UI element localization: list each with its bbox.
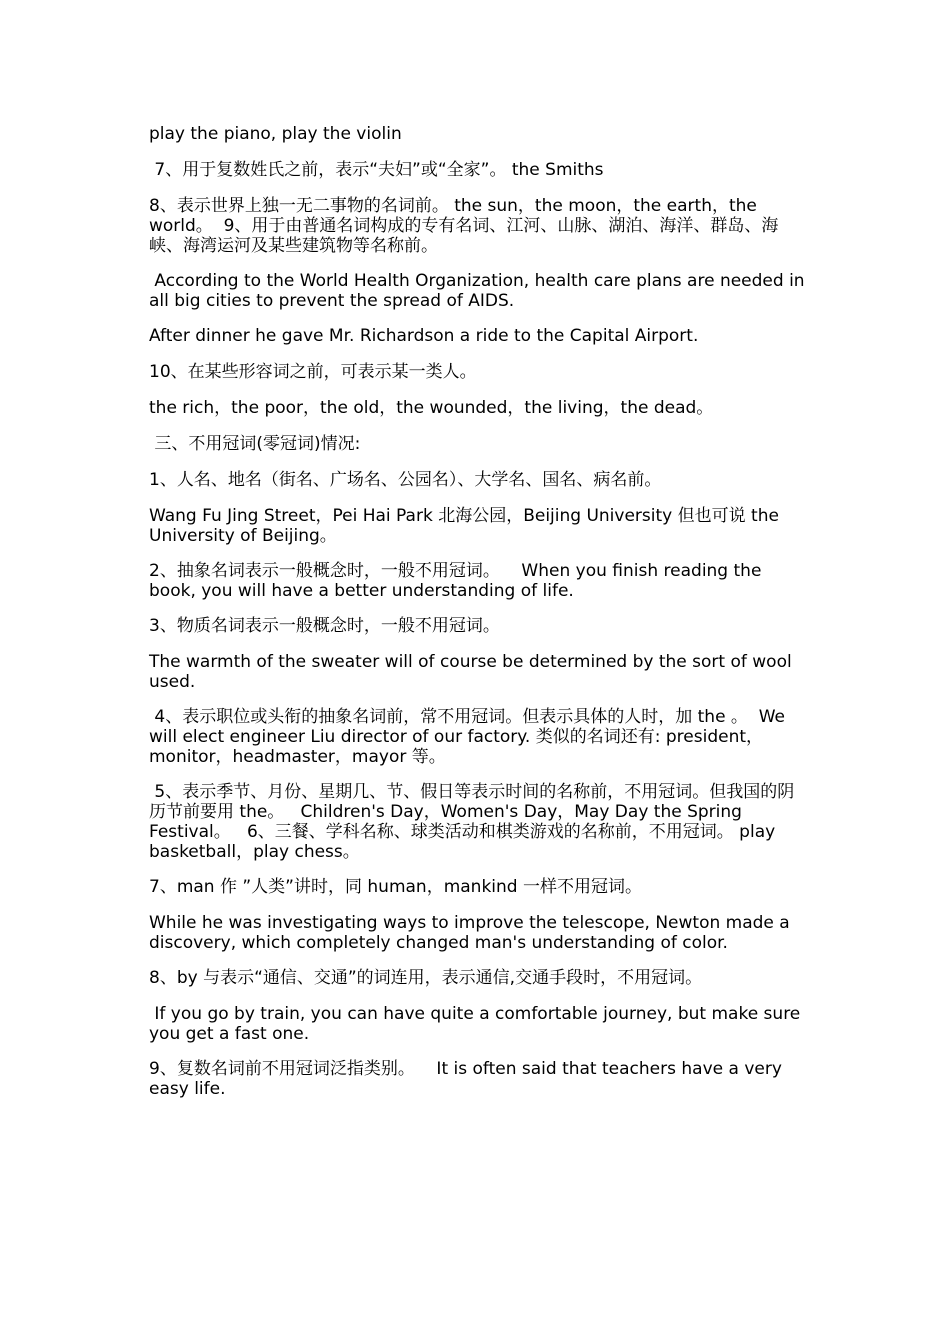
paragraph-16: 7、man 作 ”人类”讲时，同 human，mankind 一样不用冠词。 bbox=[149, 877, 642, 897]
paragraph-11: 2、抽象名词表示一般概念时，一般不用冠词。 When you finish reading the book, you will have a better understanding of life. bbox=[149, 561, 767, 601]
paragraph-4: According to the World Health Organization, health care plans are needed in all big cities to prevent the spread of AIDS. bbox=[149, 271, 810, 311]
paragraph-10: Wang Fu Jing Street，Pei Hai Park 北海公园，Beijing University 但也可说 the University of Beijing。 bbox=[149, 506, 785, 546]
paragraph-20: 9、复数名词前不用冠词泛指类别。 It is often said that teachers have a very easy life. bbox=[149, 1059, 788, 1099]
document-page bbox=[149, 124, 809, 1114]
paragraph-2: 7、用于复数姓氏之前，表示“夫妇”或“全家”。 the Smiths bbox=[149, 160, 604, 180]
paragraph-9: 1、人名、地名（街名、广场名、公园名）、大学名、国名、病名前。 bbox=[149, 470, 662, 490]
paragraph-7: the rich，the poor，the old，the wounded，the living，the dead。 bbox=[149, 398, 714, 418]
paragraph-1: play the piano, play the violin bbox=[149, 124, 402, 144]
paragraph-19: If you go by train, you can have quite a comfortable journey, but make sure you get a fast one. bbox=[149, 1004, 806, 1044]
paragraph-6: 10、在某些形容词之前，可表示某一类人。 bbox=[149, 362, 477, 382]
paragraph-18: 8、by 与表示“通信、交通”的词连用，表示通信,交通手段时，不用冠词。 bbox=[149, 968, 703, 988]
paragraph-14: 4、表示职位或头衔的抽象名词前，常不用冠词。但表示具体的人时，加 the 。 We will elect engineer Liu director of our factory. 类似的名词还有: president，monitor，headmaster，mayor 等。 bbox=[149, 707, 791, 767]
paragraph-13: The warmth of the sweater will of course be determined by the sort of wool used. bbox=[149, 652, 798, 692]
paragraph-3: 8、表示世界上独一无二事物的名词前。 the sun，the moon，the earth，the world。 9、用于由普通名词构成的专有名词、江河、山脉、湖泊、海洋、群岛、海峡、海湾运河及某些建筑物等名称前。 bbox=[149, 196, 779, 256]
paragraph-5: After dinner he gave Mr. Richardson a ride to the Capital Airport. bbox=[149, 326, 699, 346]
paragraph-12: 3、物质名词表示一般概念时，一般不用冠词。 bbox=[149, 616, 500, 636]
paragraph-15: 5、表示季节、月份、星期几、节、假日等表示时间的名称前，不用冠词。但我国的阴历节前要用 the。 Children's Day，Women's Day，May Day the Spring Festival。 6、三餐、学科名称、球类活动和棋类游戏的名称前，不用冠词。 play basketball，play chess。 bbox=[149, 782, 795, 862]
paragraph-17: While he was investigating ways to improve the telescope, Newton made a discovery, which completely changed man's understanding of color. bbox=[149, 913, 796, 953]
paragraph-8-heading: 三、不用冠词(零冠词)情况: bbox=[149, 434, 361, 454]
